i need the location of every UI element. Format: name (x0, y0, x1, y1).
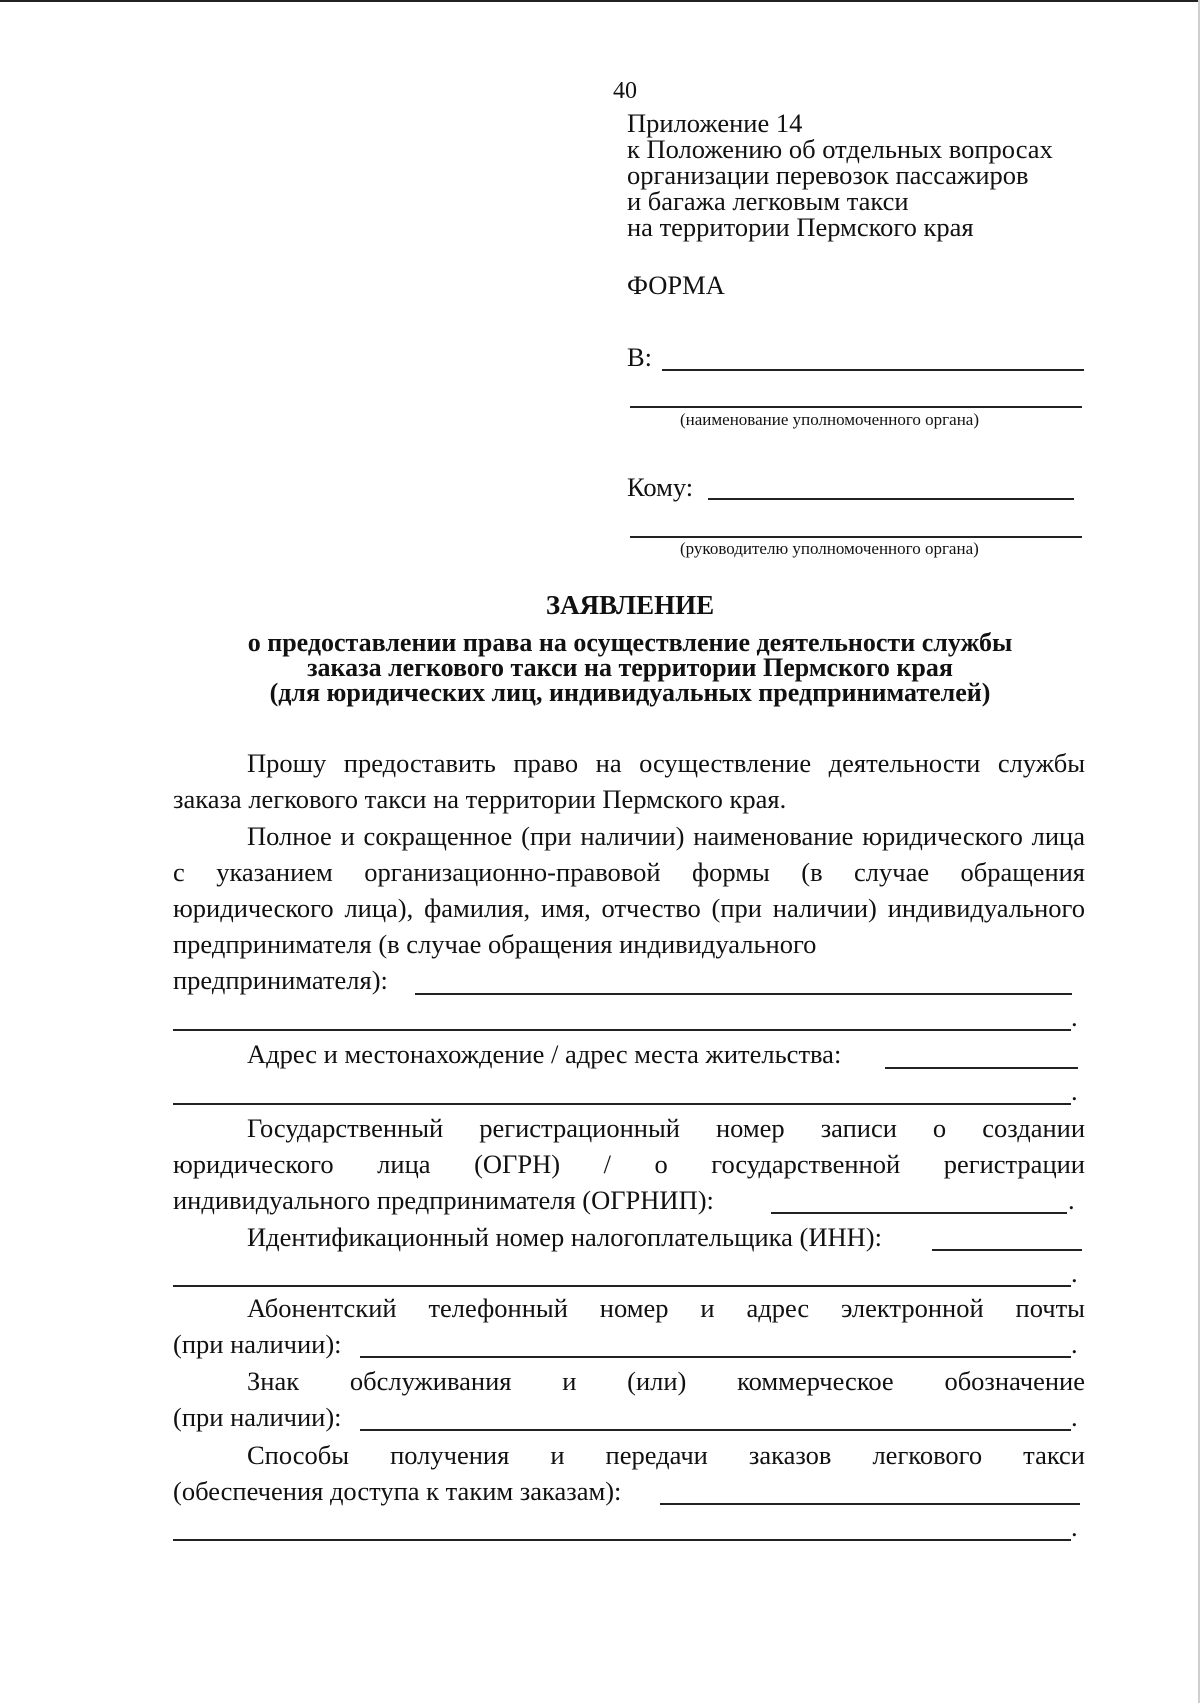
form-label: ФОРМА (627, 270, 725, 300)
whom-field-caption: (руководителю уполномоченного органа) (680, 539, 979, 558)
appendix-line: организации перевозок пассажиров (627, 160, 1029, 190)
appendix-line: к Положению об отдельных вопросах (627, 134, 1053, 164)
address-field-label: Адрес и местонахождение / адрес места жительства: (247, 1039, 842, 1069)
inn-field-label: Идентификационный номер налогоплательщика (ИНН): (247, 1222, 882, 1252)
period: . (1068, 1185, 1075, 1215)
document-title: ЗАЯВЛЕНИЕ (545, 590, 715, 620)
to-field-line-2[interactable] (630, 406, 1082, 408)
methods-paragraph: Способы получения и передачи заказов легкового такси (247, 1440, 1085, 1470)
subtitle-line: о предоставлении права на осуществление деятельности службы (247, 628, 1013, 657)
ogrn-paragraph: Государственный регистрационный номер записи о создании юридического лица (ОГРН) / о государственной регистрации (173, 1113, 1085, 1179)
inn-field-line[interactable] (932, 1249, 1082, 1251)
to-field-label: В: (627, 342, 653, 372)
page-number: 40 (613, 78, 637, 104)
name-field-line-2[interactable] (173, 1029, 1071, 1031)
appendix-line: Приложение 14 (627, 108, 803, 138)
mark-field-line[interactable] (360, 1429, 1071, 1431)
subtitle-line: (для юридических лиц, индивидуальных предпринимателей) (269, 678, 991, 707)
ogrn-field-label: индивидуального предпринимателя (ОГРНИП): (173, 1185, 714, 1215)
appendix-line: на территории Пермского края (627, 212, 974, 242)
address-field-line[interactable] (885, 1067, 1078, 1069)
period: . (1071, 1329, 1078, 1359)
name-field-label: предпринимателя): (173, 965, 388, 995)
methods-field-line-2[interactable] (173, 1539, 1071, 1541)
name-paragraph: Полное и сокращенное (при наличии) наименование юридического лица с указанием организационно-правовой формы (в случае обращения юридического лица), фамилия, имя, отчество (при наличии) индивидуального предпринимателя (в случае обращения индивидуального (173, 821, 1085, 959)
phone-paragraph: Абонентский телефонный номер и адрес электронной почты (247, 1293, 1085, 1323)
address-field-line-2[interactable] (173, 1103, 1071, 1105)
to-field-caption: (наименование уполномоченного органа) (680, 410, 980, 429)
name-field-line[interactable] (415, 993, 1072, 995)
phone-field-label: (при наличии): (173, 1329, 342, 1359)
methods-field-label: (обеспечения доступа к таким заказам): (173, 1476, 622, 1506)
whom-field-line[interactable] (708, 498, 1074, 500)
ogrn-field-line[interactable] (771, 1212, 1067, 1214)
period: . (1071, 1002, 1078, 1032)
phone-field-line[interactable] (360, 1356, 1071, 1358)
appendix-line: и багажа легковым такси (627, 186, 909, 216)
methods-field-line[interactable] (660, 1503, 1080, 1505)
whom-field-line-2[interactable] (630, 536, 1082, 538)
period: . (1071, 1512, 1078, 1542)
request-paragraph: Прошу предоставить право на осуществление деятельности службы заказа легкового такси на территории Пермского края. (173, 748, 1085, 814)
appendix-header (627, 110, 1053, 240)
inn-field-line-2[interactable] (173, 1285, 1071, 1287)
mark-paragraph: Знак обслуживания и (или) коммерческое обозначение (247, 1366, 1085, 1396)
period: . (1071, 1076, 1078, 1106)
subtitle-line: заказа легкового такси на территории Пермского края (307, 653, 953, 682)
document-subtitle (160, 630, 1100, 705)
to-field-line[interactable] (662, 369, 1084, 371)
whom-field-label: Кому: (627, 472, 694, 502)
period: . (1071, 1258, 1078, 1288)
scan-border-top (0, 0, 1200, 2)
period: . (1071, 1402, 1078, 1432)
mark-field-label: (при наличии): (173, 1402, 342, 1432)
